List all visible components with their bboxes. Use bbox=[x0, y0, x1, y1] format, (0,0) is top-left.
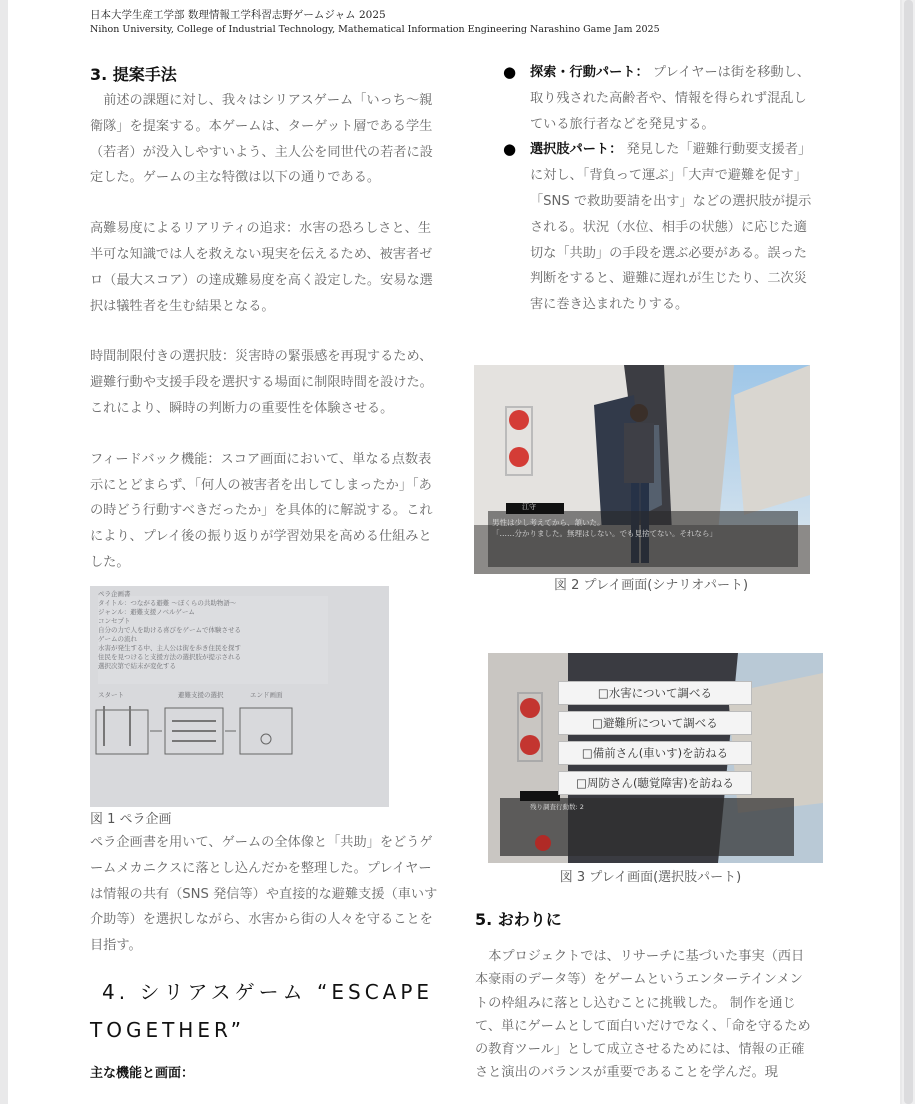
header-japanese: 日本大学生産工学部 数理情報工学科習志野ゲームジャム 2025 bbox=[90, 9, 386, 21]
corridor-scene bbox=[474, 365, 810, 574]
right-column bbox=[475, 60, 815, 318]
bullet-explore-label: 探索・行動パート： bbox=[530, 65, 649, 80]
figure1-sketch-photo bbox=[90, 586, 389, 807]
sketch-flow-label: 避難支援の選択 bbox=[178, 691, 224, 699]
left-column bbox=[90, 62, 438, 576]
bullet-choice-text: 発見した「避難行動要支援者」に対し、「背負って運ぶ」「大声で避難を促す」「SNS で救助要請を出す」などの選択肢が提示される。状況（水位、相手の状態）に応じた適切な「共助」の手段を選ぶ必要がある。誤った判断をすると、避難に遅れが生じたり、二次災害に巻き込まれたりする。 bbox=[530, 142, 812, 313]
section-heading-3: 3. 提案手法 bbox=[90, 65, 177, 84]
choice-option[interactable]: □避難所について調べる bbox=[558, 711, 752, 735]
figure2-caption: 図 2 プレイ画面(シナリオパート) bbox=[553, 578, 749, 593]
speaker-name: 江守 bbox=[522, 503, 536, 511]
sketch-note-line: 住民を見つけると支援方法の選択肢が提示される bbox=[98, 653, 241, 661]
functions-subheading: 主な機能と画面： bbox=[90, 1065, 195, 1081]
section-heading-4: 4. シリアスゲーム “ESCAPE TOGETHER” bbox=[90, 979, 434, 1042]
sketch-flow-labels bbox=[90, 690, 389, 704]
bullet-dot-icon: ● bbox=[503, 63, 517, 81]
figure2-scenario-screenshot bbox=[474, 365, 810, 574]
feature-time-limit: 時間制限付きの選択肢：災害時の緊張感を再現するため、避難行動や支援手段を選択する場面に制限時間を設けた。これにより、瞬時の判断力の重要性を体験させる。 bbox=[90, 349, 433, 416]
choice-option[interactable]: □水害について調べる bbox=[558, 681, 752, 705]
figure1-caption: 図 1 ペラ企画 bbox=[90, 812, 172, 827]
sketch-flow-label: エンド画面 bbox=[250, 691, 283, 699]
feature-difficulty: 高難易度によるリアリティの追求：水害の恐ろしさと、生半可な知識では人を救えない現実を伝えるため、被害者ゼロ（最大スコア）の達成難易度を高く設定した。安易な選択は犠牲者を生む結果となる。 bbox=[90, 221, 433, 314]
bullet-choice bbox=[475, 137, 815, 318]
feature-feedback: フィードバック機能：スコア画面において、単なる点数表示にとどまらず、「何人の被害者を出してしまったか」「あの時どう行動すべきだったか」を具体的に解説する。これにより、プレイ後の振り返りが学習効果を高める仕組みとした。 bbox=[90, 451, 433, 570]
choice-option[interactable]: □周防さん(聴覚障害)を訪ねる bbox=[558, 771, 752, 795]
scrollbar-thumb[interactable] bbox=[904, 0, 913, 1104]
sketch-note-line: ゲームの流れ bbox=[98, 635, 137, 643]
header-english: Nihon University, College of Industrial Technology, Mathematical Information Engineering Narashino Game Jam 2025 bbox=[90, 24, 660, 35]
conclusion-paragraph: 本プロジェクトでは、リサーチに基づいた事実（西日本豪雨のデータ等）をゲームというエンターテインメントの枠組みに落とし込むことに挑戦した。 制作を通じて、単にゲームとして面白いだけでなく、「命を守るための教育ツール」として成立させるためには、情報の正確さと演出のバランスが重要であることを学んだ。現 bbox=[475, 949, 811, 1081]
sketch-note-line: コンセプト bbox=[98, 617, 131, 625]
right-column-lower bbox=[475, 907, 815, 1085]
figure3-choice-screenshot bbox=[488, 653, 823, 863]
sketch-note-line: 自分の力で人を助ける喜びをゲームで体験させる bbox=[98, 626, 241, 634]
dialog-line-1: 男性は少し考えてから、頷いた。 bbox=[492, 518, 605, 527]
sketch-note-line: 水害が発生する中、主人公は街を歩き住民を探す bbox=[98, 644, 241, 652]
page-header bbox=[90, 8, 850, 37]
section-heading-5: 5. おわりに bbox=[475, 910, 562, 929]
sketch-handwritten-notes bbox=[98, 590, 378, 671]
bullet-dot-icon: ● bbox=[503, 140, 517, 159]
sketch-note-line: 選択次第で結末が変化する bbox=[98, 662, 176, 670]
intro-paragraph: 前述の課題に対し、我々はシリアスゲーム「いっち～親衛隊」を提案する。本ゲームは、ターゲット層である学生（若者）が没入しやすいよう、主人公を同世代の若者に設定した。ゲームの主な特徴は以下の通りである。 bbox=[90, 93, 433, 186]
bullet-explore-text: プレイヤーは街を移動し、取り残された高齢者や、情報を得られず混乱している旅行者などを発見する。 bbox=[530, 65, 810, 132]
bullet-choice-label: 選択肢パート： bbox=[530, 142, 623, 158]
sketch-flow-label: スタート bbox=[98, 691, 124, 699]
choice-option[interactable]: □備前さん(車いす)を訪ねる bbox=[558, 741, 752, 765]
pera-description: ペラ企画書を用いて、ゲームの全体像と「共助」をどうゲームメカニクスに落とし込んだかを整理した。プレイヤーは情報の共有（SNS 発信等）や直接的な避難支援（車いす介助等）を選択しながら、水害から街の人々を守ることを目指す。 bbox=[90, 835, 438, 954]
figure3-caption: 図 3 プレイ画面(選択肢パート) bbox=[559, 870, 742, 885]
dialog-text bbox=[492, 517, 717, 539]
left-column-lower bbox=[90, 810, 438, 1087]
sketch-note-line: タイトル：つながる避難 ～ぼくらの共助物語～ bbox=[98, 599, 237, 607]
dialog-line-2: 「……分かりました。無理はしない。でも見捨てない。それなら」 bbox=[492, 529, 717, 538]
remaining-actions: 残り調査行動数: 2 bbox=[530, 803, 584, 811]
sketch-note-line: ペラ企画書 bbox=[98, 590, 131, 598]
sketch-note-line: ジャンル：避難支援ノベルゲーム bbox=[98, 608, 195, 616]
bullet-explore bbox=[475, 60, 815, 137]
